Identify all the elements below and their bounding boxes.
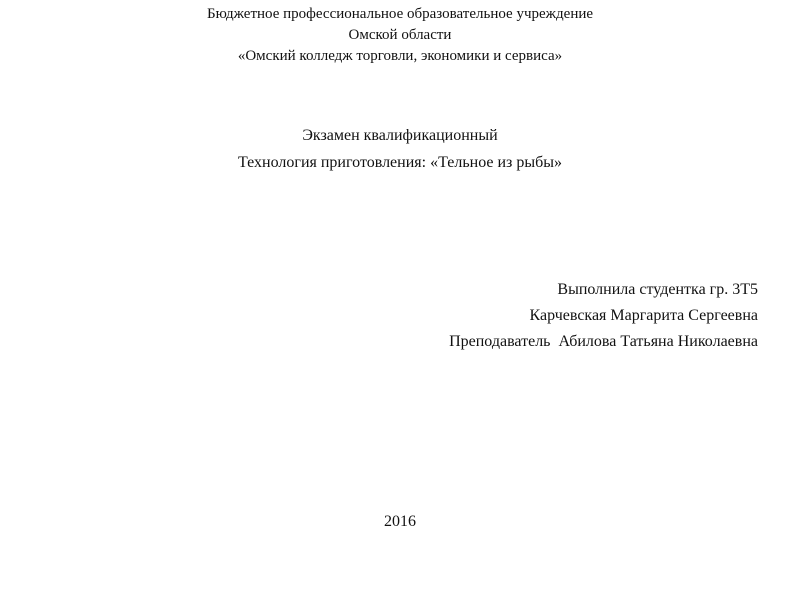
technology-title: Технология приготовления: «Тельное из рыбы» — [237, 154, 563, 171]
institution-line-2: Омской области — [348, 27, 452, 43]
document-year: 2016 — [384, 513, 416, 530]
performed-by-line: Выполнила студентка гр. 3Т5 — [557, 281, 758, 298]
student-name: Карчевская Маргарита Сергеевна — [529, 307, 758, 324]
author-block — [449, 277, 758, 355]
institution-line-3: «Омский колледж торговли, экономики и сервиса» — [237, 48, 563, 64]
institution-line-1: Бюджетное профессиональное образовательное учреждение — [206, 6, 594, 22]
exam-title-block — [0, 122, 800, 176]
institution-header — [0, 4, 800, 67]
teacher-line: Преподаватель Абилова Татьяна Николаевна — [449, 333, 758, 350]
exam-title: Экзамен квалификационный — [302, 127, 498, 144]
